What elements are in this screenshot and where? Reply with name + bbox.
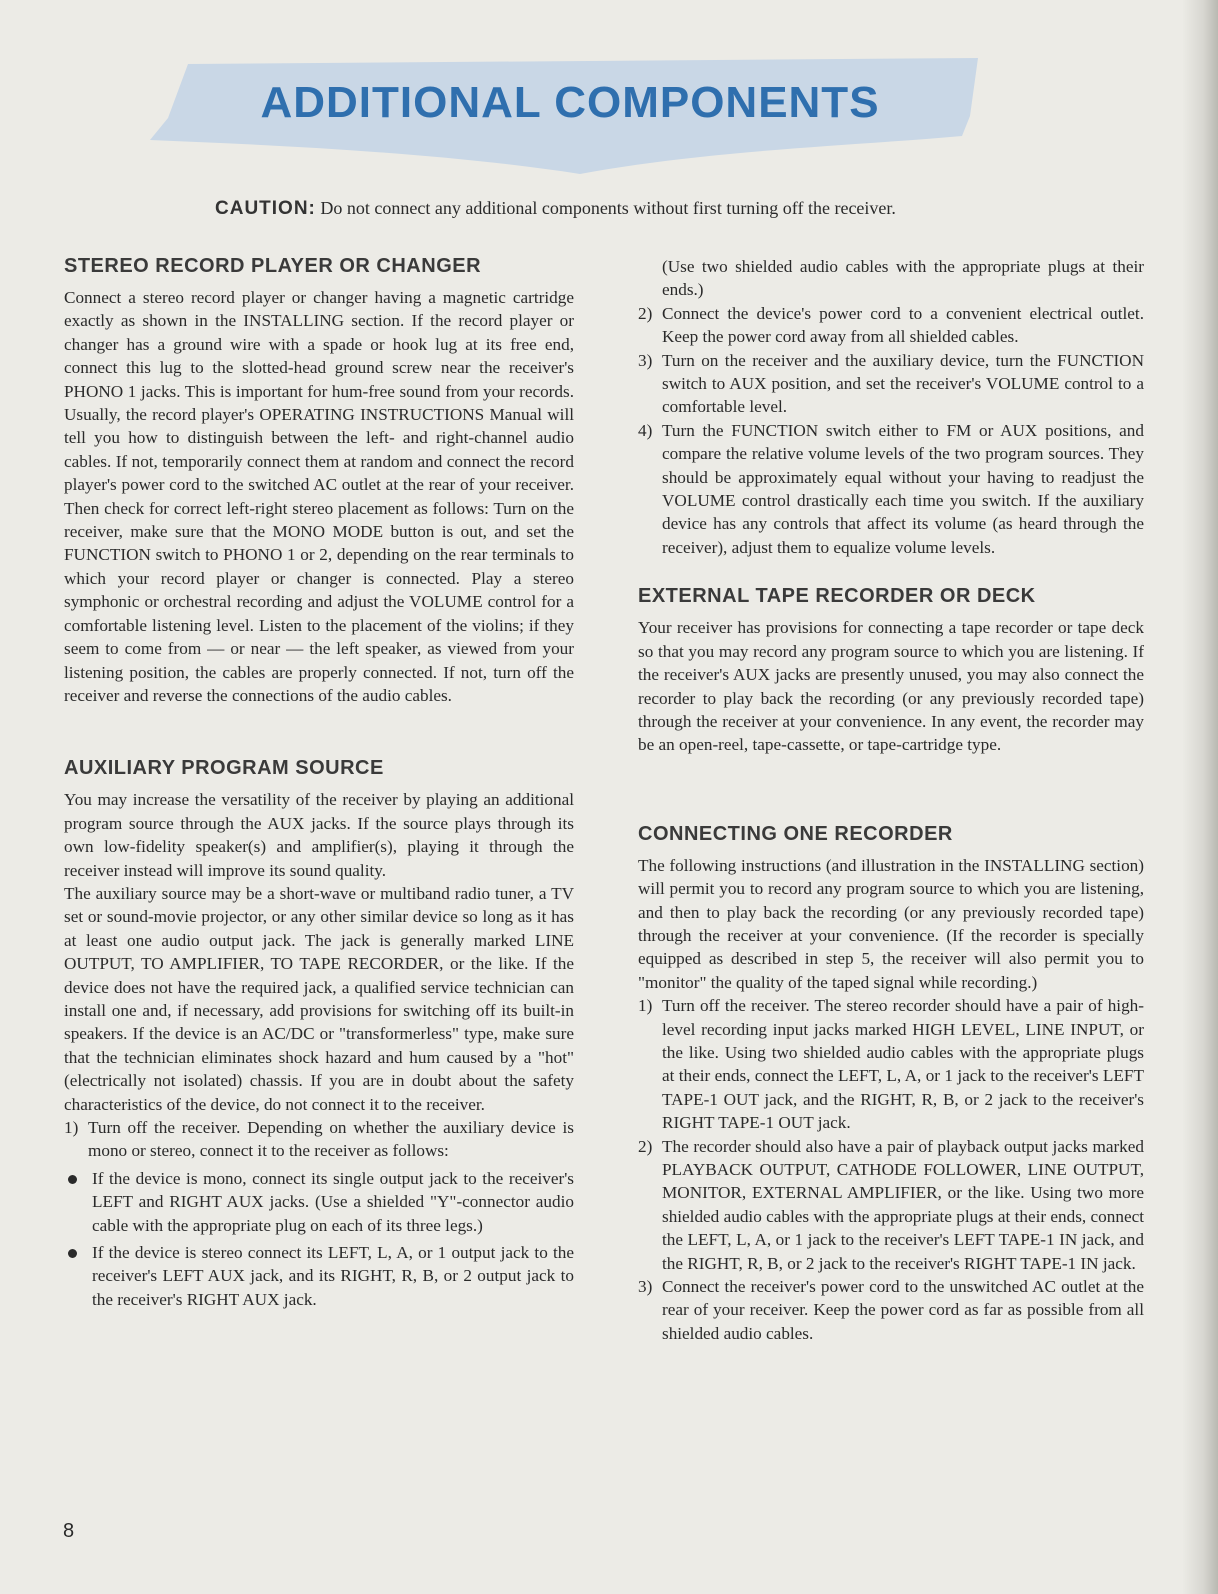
- step-item: [638, 302, 1144, 349]
- section-body: Your receiver has provisions for connecting a tape recorder or tape deck so that you may record any program source to which you are listening. If the receiver's AUX jacks are presently unused, you may also connect the recorder to play back the recording (or any previously recorded tape) through the receiver at your convenience. In any event, the recorder may be an open-reel, tape-cassette, or tape-cartridge type.: [638, 618, 1144, 755]
- bullet-icon: [68, 1249, 77, 1258]
- section-paragraph: The auxiliary source may be a short-wave or multiband radio tuner, a TV set or sound-movie projector, or any other similar device so long as it has at least one audio output jack. The jack is generally marked LINE OUTPUT, TO AMPLIFIER, TO TAPE RECORDER, or the like. If the device does not have the required jack, a qualified service technician can install one and, if necessary, add provisions for switching off its built-in speakers. If the device is an AC/DC or "transformerless" type, make sure that the technician eliminates shock hazard and hum caused by a "hot" (electrically not isolated) chassis. If you are in doubt about the safety characteristics of the device, do not connect it to the receiver.: [64, 883, 574, 1114]
- step-number: 3): [638, 350, 653, 370]
- step-item: [638, 994, 1144, 1134]
- step-item: [64, 1116, 574, 1163]
- continued-note: (Use two shielded audio cables with the appropriate plugs at their ends.): [662, 257, 1144, 300]
- step-number: 4): [638, 420, 653, 440]
- section-auxiliary-continued: [638, 255, 1144, 559]
- section-heading: CONNECTING ONE RECORDER: [638, 822, 953, 845]
- step-number: 1): [638, 996, 653, 1016]
- caution-label: CAUTION:: [215, 198, 316, 219]
- step-text: Connect the receiver's power cord to the unswitched AC outlet at the rear of your receiver. Keep the power cord as far as possible from all shielded audio cables.: [662, 1277, 1144, 1343]
- title-banner: [150, 58, 990, 176]
- bullet-text: If the device is mono, connect its single output jack to the receiver's LEFT and RIGHT AUX jacks. (Use a shielded "Y"-connector audio cable with the appropriate plug on each of its three legs.): [92, 1168, 574, 1235]
- step-list: [638, 994, 1144, 1345]
- step-item: [638, 419, 1144, 559]
- step-number: 2): [638, 303, 653, 323]
- step-list: [64, 1116, 574, 1163]
- step-item: [638, 1275, 1144, 1345]
- step-item: [638, 1135, 1144, 1275]
- step-text: Turn on the receiver and the auxiliary device, turn the FUNCTION switch to AUX position, and set the receiver's VOLUME control to a comfortable level.: [662, 350, 1144, 417]
- step-text: Turn the FUNCTION switch either to FM or AUX positions, and compare the relative volume levels of the two program sources. They should be approximately equal without your having to readjust the VOLUME control drastically each time you switch. If the auxiliary device has any controls that affect its volume (as heard through the receiver), adjust them to equalize volume levels.: [662, 420, 1144, 557]
- section-external-tape-recorder: [638, 585, 1144, 756]
- step-list: [638, 302, 1144, 559]
- section-connecting-one-recorder: [638, 823, 1144, 1346]
- step-text: Turn off the receiver. Depending on whether the auxiliary device is mono or stereo, connect it to the receiver as follows:: [88, 1118, 574, 1161]
- bullet-item: [64, 1241, 574, 1311]
- bullet-text: If the device is stereo connect its LEFT, L, A, or 1 output jack to the receiver's LEFT AUX jack, and its RIGHT, R, B, or 2 output jack to the receiver's RIGHT AUX jack.: [92, 1243, 574, 1309]
- page-edge-shadow: [1182, 0, 1218, 1594]
- step-text: Turn off the receiver. The stereo recorder should have a pair of high-level recording input jacks marked HIGH LEVEL, LINE INPUT, or the like. Using two shielded audio cables with the appropriate plugs at their ends, connect the LEFT, L, A, or 1 jack to the receiver's LEFT TAPE-1 OUT jack, and the RIGHT, R, B, or 2 jack to the receiver's RIGHT TAPE-1 OUT jack.: [662, 996, 1144, 1133]
- page-number: 8: [63, 1520, 75, 1542]
- step-number: 3): [638, 1277, 653, 1297]
- step-text: The recorder should also have a pair of playback output jacks marked PLAYBACK OUTPUT, CATHODE FOLLOWER, LINE OUTPUT, MONITOR, EXTERNAL AMPLIFIER, or the like. Using two more shielded audio cables with the appropriate plugs at their ends, connect the LEFT, L, A, or 1 jack to the receiver's LEFT TAPE-1 IN jack, and the RIGHT, R, B, or 2 jack to the receiver's RIGHT TAPE-1 IN jack.: [662, 1136, 1144, 1273]
- caution-notice: [215, 198, 1015, 220]
- section-heading: STEREO RECORD PLAYER OR CHANGER: [64, 255, 482, 277]
- bullet-icon: [68, 1175, 77, 1184]
- section-auxiliary-program-source: [64, 757, 574, 1311]
- page-title: ADDITIONAL COMPONENTS: [260, 78, 880, 127]
- step-text: Connect the device's power cord to a convenient electrical outlet. Keep the power cord away from all shielded cables.: [662, 303, 1144, 347]
- right-column: [638, 255, 1144, 1345]
- section-heading: AUXILIARY PROGRAM SOURCE: [64, 757, 384, 780]
- section-paragraph: You may increase the versatility of the receiver by playing an additional program source through the AUX jacks. If the source plays through its own low-fidelity speaker(s) and amplifier(s), playing it through the receiver instead will improve its sound quality.: [64, 790, 574, 880]
- step-item: [638, 349, 1144, 419]
- section-body: Connect a stereo record player or changer having a magnetic cartridge exactly as shown in the INSTALLING section. If the record player or changer has a ground wire with a spade or hook lug at its free end, connect this lug to the slotted-head ground screw near the receiver's PHONO 1 jacks. This is important for hum-free sound from your records. Usually, the record player's OPERATING INSTRUCTIONS Manual will tell you how to distinguish between the left- and right-channel audio cables. If not, temporarily connect them at random and connect the record player's power cord to the switched AC outlet at the rear of your receiver. Then check for correct left-right stereo placement as follows: Turn on the receiver, make sure that the MONO MODE button is out, and set the FUNCTION switch to PHONO 1 or 2, depending on the rear terminals to which your record player or changer is connected. Play a stereo symphonic or orchestral recording and adjust the VOLUME control for a comfortable listening level. Listen to the placement of the violins; if they seem to come from — or near — the left speaker, as viewed from your listening position, the cables are properly connected. If not, turn off the receiver and reverse the connections of the audio cables.: [64, 288, 574, 705]
- section-body: The following instructions (and illustration in the INSTALLING section) will permit you to record any program source to which you are listening, and then to play back the recording (or any previously recorded tape) through the receiver at your convenience. (If the recorder is specially equipped as described in step 5, the receiver will also permit you to "monitor" the quality of the taped signal while recording.): [638, 855, 1144, 992]
- step-number: 2): [638, 1136, 653, 1156]
- step-number: 1): [64, 1118, 79, 1137]
- bullet-list: [64, 1167, 574, 1311]
- bullet-item: [64, 1167, 574, 1237]
- caution-text: Do not connect any additional components without first turning off the receiver.: [320, 198, 896, 218]
- section-stereo-record-player: [64, 255, 574, 707]
- section-heading: EXTERNAL TAPE RECORDER OR DECK: [638, 585, 1036, 608]
- left-column: [64, 255, 574, 1311]
